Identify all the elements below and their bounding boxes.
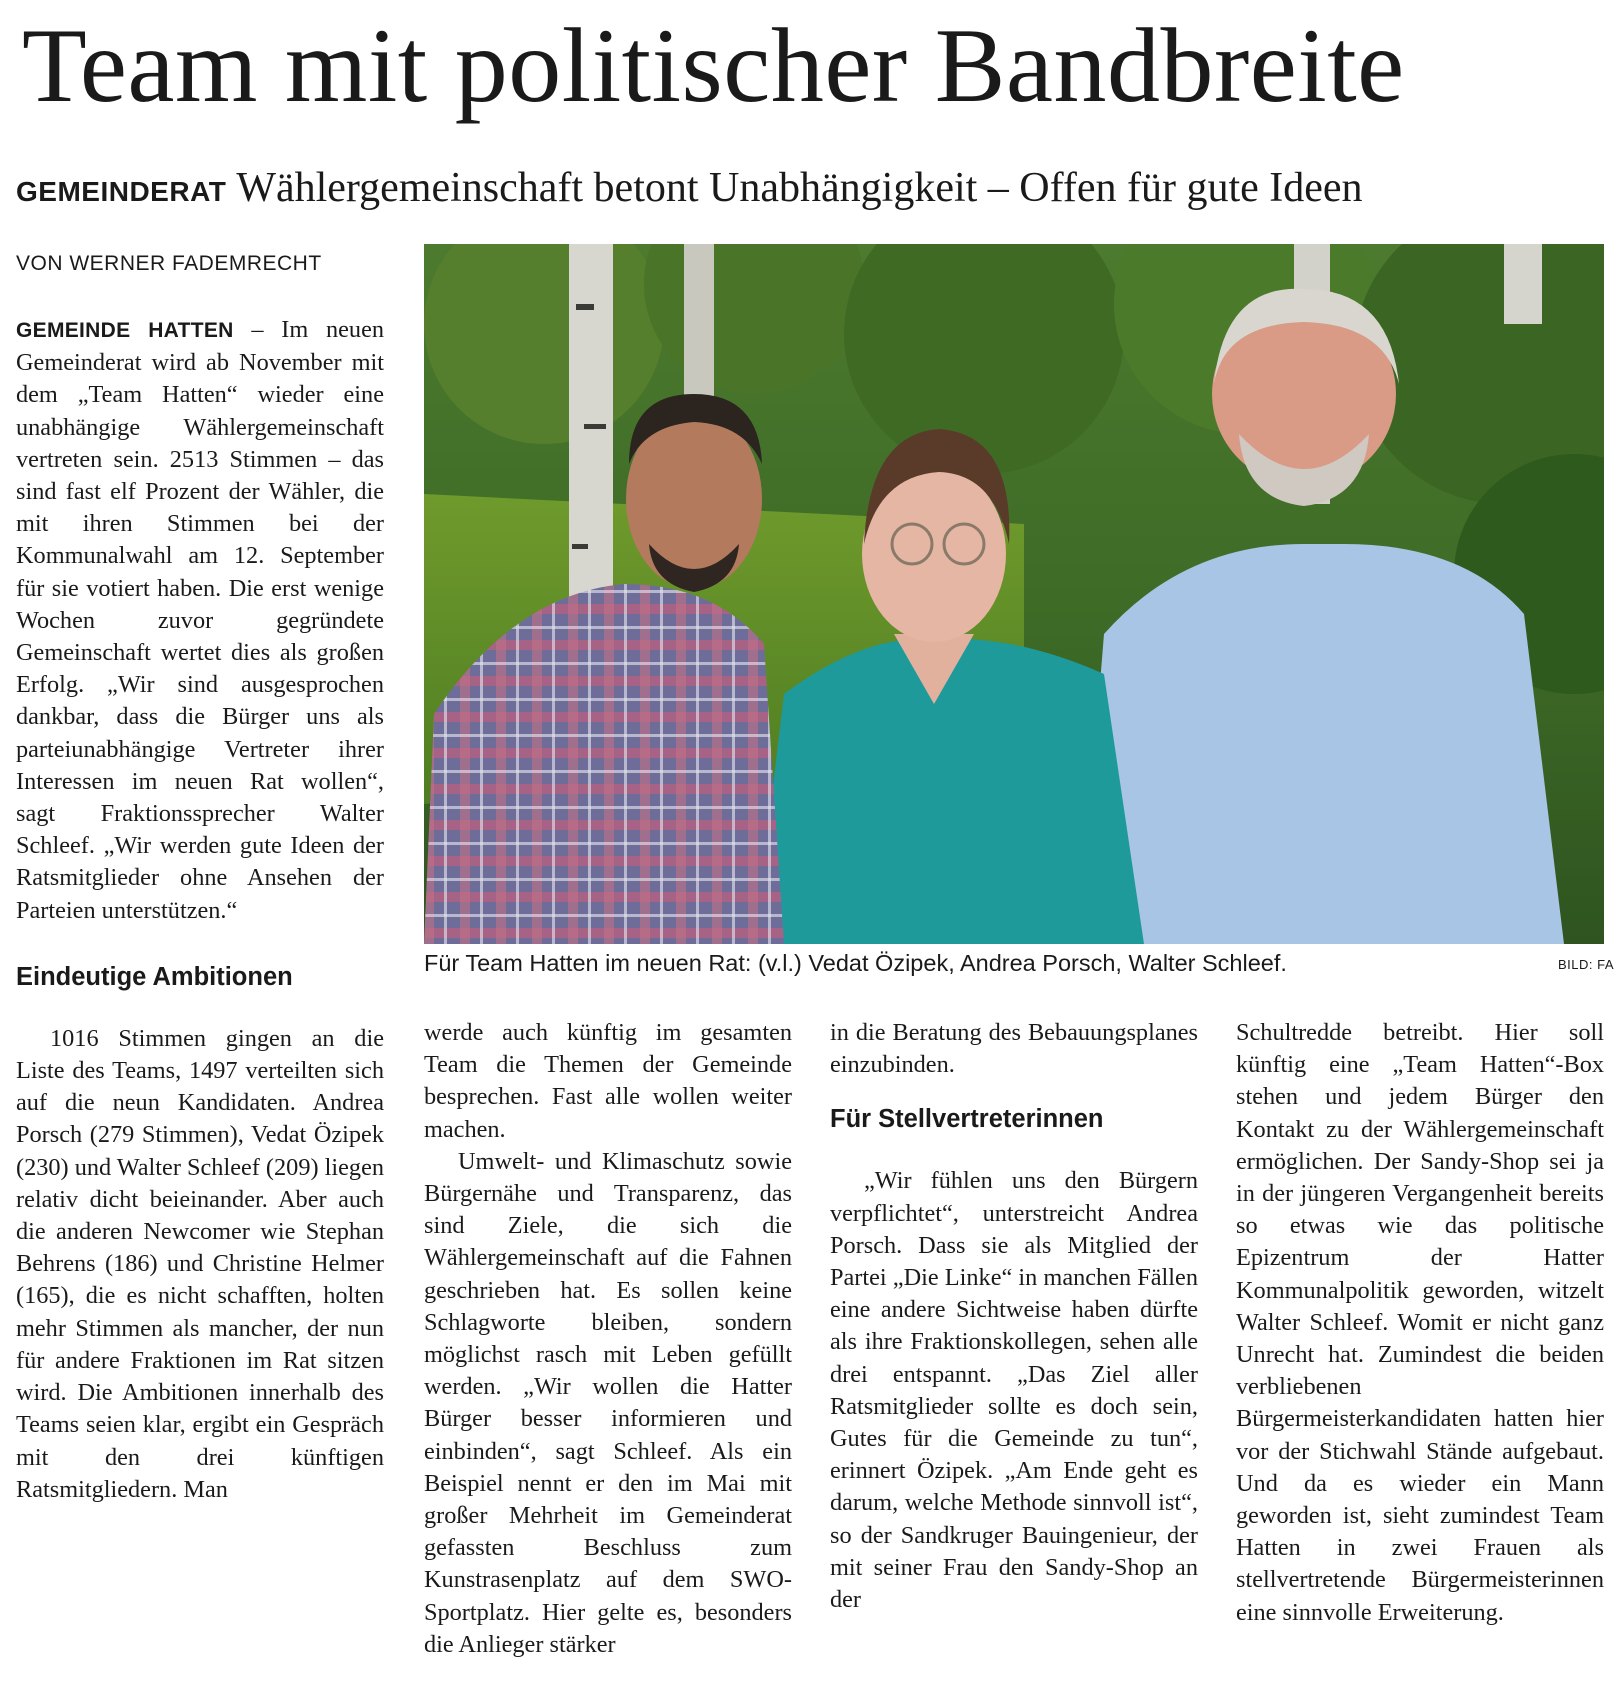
column-1 [16,314,384,1506]
intro-text: – Im neuen Gemeinderat wird ab November mit dem „Team Hatten“ wieder eine unabhängige Wählergemeinschaft vertreten sein. 2513 Stimmen – das sind fast elf Prozent der Wähler, die mit ihren Stimmen bei der Kommunalwahl am 12. September für sie votiert haben. Die erst wenige Wochen zuvor gegründete Gemeinschaft wertet dies als großen Erfolg. „Wir sind ausgesprochen dankbar, dass die Bürger uns als parteiunabhängige Vertreter ihrer Interessen im neuen Rat wollen“, sagt Fraktionssprecher Walter Schleef. „Wir werden gute Ideen der Ratsmitglieder ohne Ansehen der Parteien unterstützen.“ [16,316,385,924]
caption-text: Für Team Hatten im neuen Rat: (v.l.) Vedat Özipek, Andrea Porsch, Walter Schleef. [424,950,1287,976]
photo-illustration [424,244,1604,944]
kicker: GEMEINDERAT [16,176,227,207]
headline: Team mit politischer Bandbreite [22,7,1405,124]
byline: VON WERNER FADEMRECHT [16,252,322,275]
article-photo [424,244,1604,944]
col4-paragraph-1: Schultredde betreibt. Hier soll künftig eine „Team Hatten“-Box stehen und jedem Bürger den Kontakt zu der Wählergemeinschaft ermöglichen. Der Sandy-Shop sei ja in der jüngeren Vergangenheit bereits so etwas wie das politische Epizentrum der Hatter Kommunalpolitik geworden, witzelt Walter Schleef. Womit er nicht ganz Unrecht hat. Zumindest die beiden verbliebenen Bürgermeisterkandidaten hatten hier vor der Stichwahl Stände aufgebaut. Und da es wieder ein Mann geworden ist, sieht zumindest Team Hatten in zwei Frauen als stellvertretende Bürgermeisterinnen eine sinnvolle Erweiterung. [1236,1019,1604,1626]
intro-paragraph [16,314,384,927]
col2-paragraph-1: werde auch künftig im gesamten Team die Themen der Gemeinde besprechen. Fast alle wollen weiter machen. [424,1019,792,1143]
column-2 [424,1017,792,1661]
subheadline: Wählergemeinschaft betont Unabhängigkeit – Offen für gute Ideen [236,165,1363,211]
section-heading-stellvertreterinnen: Für Stellvertreterinnen [830,1105,1104,1134]
subheadline-row [16,163,1616,217]
dateline: GEMEINDE HATTEN [16,319,234,342]
column-4 [1236,1017,1604,1629]
col3-paragraph-1: in die Beratung des Bebauungsplanes einzubinden. [830,1019,1198,1079]
section1-paragraph: 1016 Stimmen gingen an die Liste des Teams, 1497 verteilten sich auf die neun Kandidaten. Andrea Porsch (279 Stimmen), Vedat Özipek (230) und Walter Schleef (209) liegen relativ dicht beieinander. Aber auch die anderen Newcomer wie Stephan Behrens (186) und Christine Helmer (165), die es nicht schafften, holten mehr Stimmen als mancher, der nun für andere Fraktionen im Rat sitzen wird. Die Ambitionen innerhalb des Teams seien klar, ergibt ein Gespräch mit den drei künftigen Ratsmitgliedern. Man [16,1024,385,1503]
photo-caption [424,950,1614,977]
photo-credit: BILD: FA [1557,957,1614,972]
col2-paragraph-2: Umwelt- und Klimaschutz sowie Bürgernähe und Transparenz, das sind Ziele, die sich die Wählergemeinschaft auf die Fahnen geschrieben hat. Es sollen keine Schlagworte bleiben, sondern möglichst rasch mit Leben gefüllt werden. „Wir wollen die Hatter Bürger besser informieren und einbinden“, sagt Schleef. Als ein Beispiel nennt er den im Mai mit großer Mehrheit im Gemeinderat gefassten Beschluss zum Kunstrasenplatz auf dem SWO-Sportplatz. Hier gelte es, besonders die Anlieger stärker [424,1147,792,1658]
column-3 [830,1017,1198,1616]
col3-paragraph-2: „Wir fühlen uns den Bürgern verpflichtet“, unterstreicht Andrea Porsch. Dass sie als Mitglied der Partei „Die Linke“ in manchen Fällen eine andere Sichtweise haben dürfte als ihre Fraktionskollegen, sehen alle drei entspannt. „Das Ziel aller Ratsmitglieder sollte es doch sein, Gutes für die Gemeinde zu tun“, erinnert Özipek. „Am Ende geht es darum, welche Methode sinnvoll ist“, so der Sandkruger Bauingenieur, der mit seiner Frau den Sandy-Shop an der [830,1167,1198,1614]
section-heading-ambitionen: Eindeutige Ambitionen [16,962,293,991]
